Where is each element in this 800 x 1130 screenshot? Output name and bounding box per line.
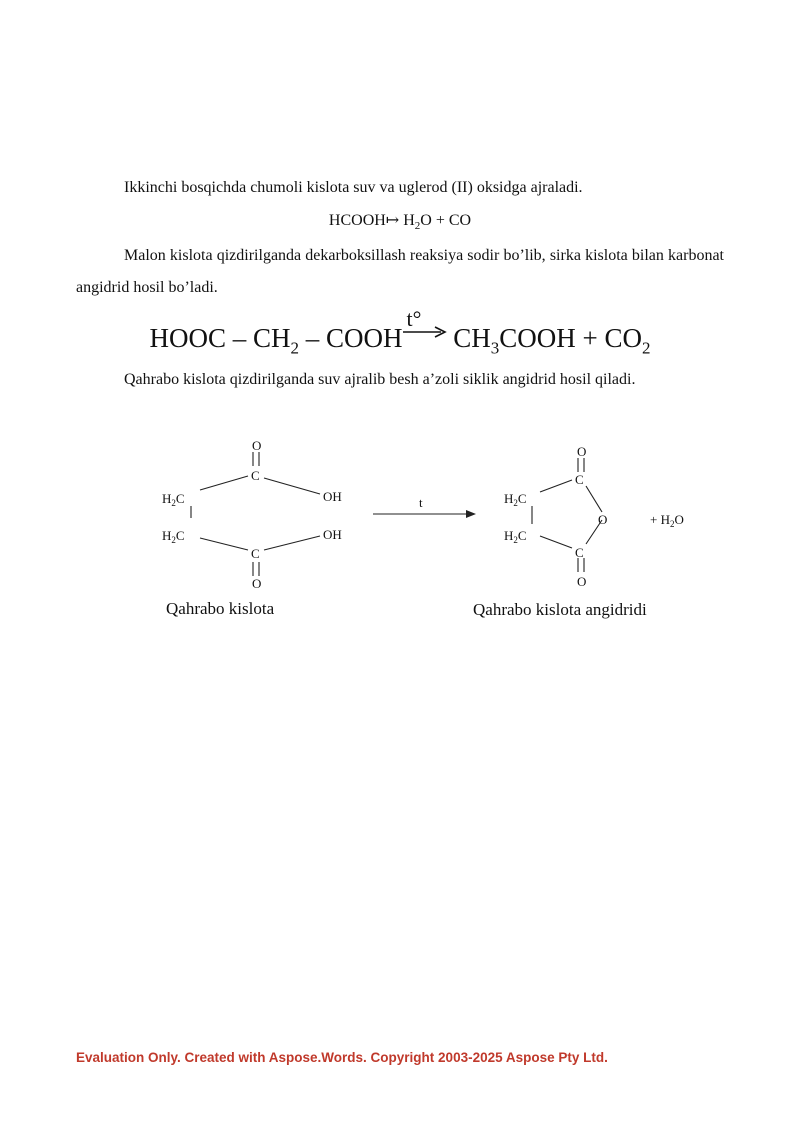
eq2-sub1: 2 (290, 338, 299, 358)
reactant-carbonyl-o-top: O (252, 438, 262, 453)
reactant-hydroxyl-top: OH (323, 489, 342, 504)
eq1-left: HCOOH (328, 212, 386, 229)
product-ch2-top: $H_2C$ (504, 491, 527, 508)
product-carbonyl-o-bottom: O (577, 574, 587, 589)
product-carbonyl-o-top: O (577, 444, 587, 459)
paragraph-malonic-acid: Malon kislota qizdirilganda dekarboksillash reaksiya sodir bo’lib, sirka kislota bilan karbonat angidrid hosil bo’ladi. (76, 247, 724, 296)
evaluation-watermark: Evaluation Only. Created with Aspose.Words. Copyright 2003-2025 Aspose Pty Ltd. (76, 1050, 608, 1065)
eq2-part2: – COOH (298, 323, 403, 353)
product-label: Qahrabo kislota angidridi (473, 600, 647, 619)
eq1-arrow: ↦ (385, 212, 400, 229)
reactant-hydroxyl-bottom: OH (323, 527, 342, 542)
eq1-water-h: H (403, 212, 415, 229)
eq2-sub3: 3 (490, 338, 500, 358)
product-ch2-bottom: $H_2C$ (504, 528, 527, 545)
product-carbon-top: C (575, 472, 584, 487)
reactant-carbon-bottom: C (251, 546, 260, 561)
reactant-ch2-top: $H_2C$ (162, 491, 185, 508)
equation-malonic-decarboxylation (0, 306, 800, 370)
arrow-head-icon (466, 510, 476, 518)
paragraph-succinic-acid: Qahrabo kislota qizdirilganda suv ajralib besh a’zoli siklik angidrid hosil qiladi. (124, 371, 636, 388)
eq2-part1: HOOC – CH (149, 323, 291, 353)
reactant-carbon-top: C (251, 468, 260, 483)
reactant-carbonyl-o-bottom: O (252, 576, 262, 591)
arrow-right-icon (403, 325, 447, 339)
reactant-ch2-bottom: $H_2C$ (162, 528, 185, 545)
eq2-heat-condition: t° (406, 306, 422, 331)
eq1-water-sub: 2 (414, 220, 421, 233)
eq2-reaction-arrow (403, 306, 447, 349)
byproduct-water: + $H_2O$ (650, 512, 684, 529)
reaction-heat-label: t (419, 495, 423, 510)
product-ring-oxygen: O (598, 512, 608, 527)
eq2-part4: COOH + CO (499, 323, 643, 353)
paragraph-formic-acid: Ikkinchi bosqichda chumoli kislota suv va uglerod (II) oksidga ajraladi. (124, 179, 583, 196)
eq1-right: O + CO (420, 212, 472, 229)
equation-formic-decomposition (0, 207, 800, 240)
eq2-sub4: 2 (642, 338, 651, 358)
product-carbon-bottom: C (575, 545, 584, 560)
reactant-label: Qahrabo kislota (166, 599, 275, 618)
eq2-part3: CH (446, 323, 491, 353)
succinic-anhydride-reaction-diagram (140, 436, 740, 636)
